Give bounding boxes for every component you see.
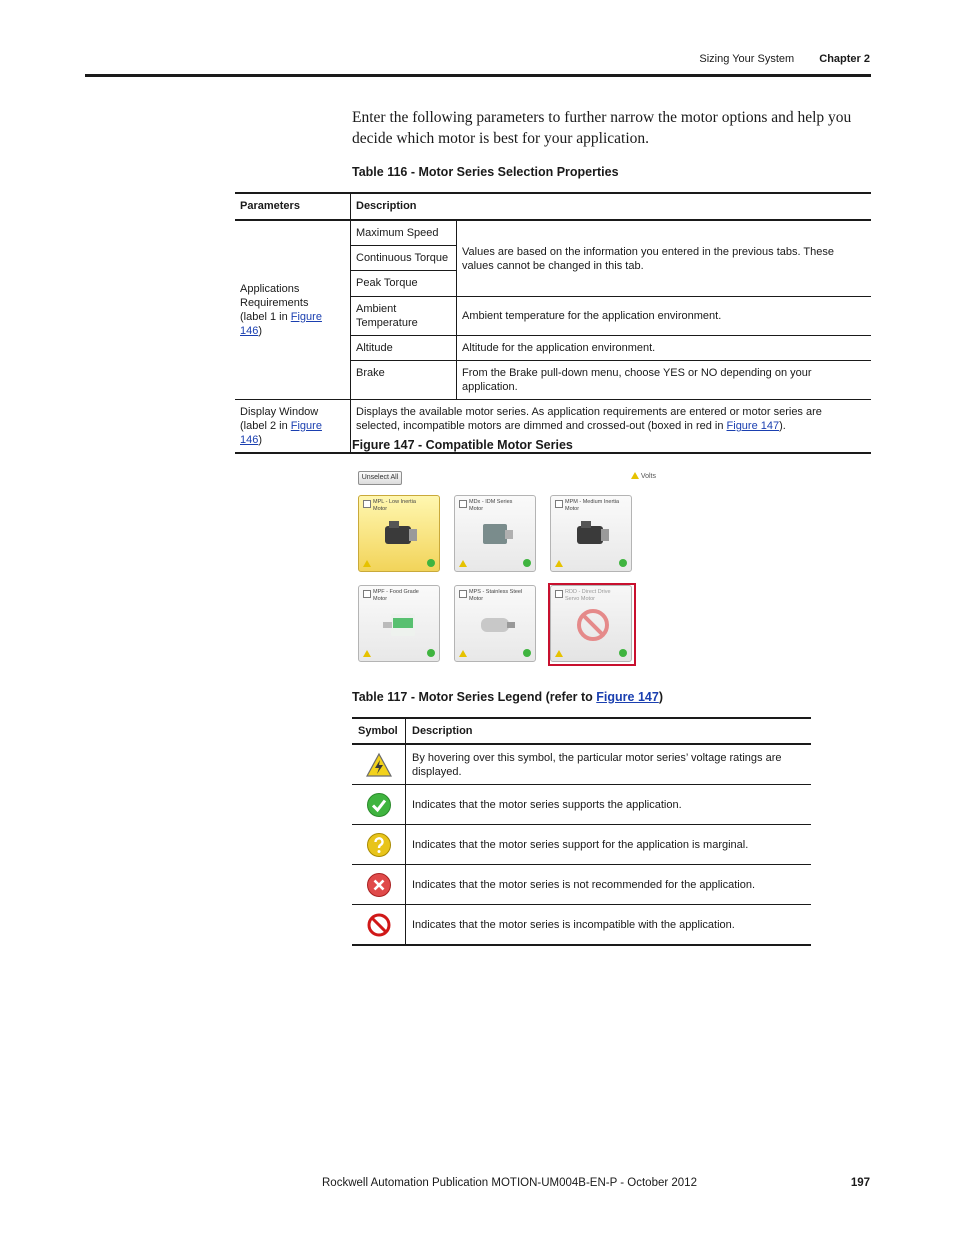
motor-image <box>477 608 517 642</box>
green-check-icon <box>523 559 531 567</box>
motor-series-selection-table <box>235 192 871 454</box>
voltage-warning-icon[interactable] <box>459 650 467 657</box>
green-check-icon <box>619 559 627 567</box>
display-window-desc: Displays the available motor series. As application requirements are entered or motor series are selected, incompatible motors are dimmed and crossed-out (boxed in red in Figure 147). <box>351 400 872 454</box>
voltage-warning-icon[interactable] <box>363 560 371 567</box>
motor-image <box>477 518 517 552</box>
legend-symbol-cell <box>352 785 406 825</box>
param-peak-torque: Peak Torque <box>351 271 457 297</box>
param-continuous-torque: Continuous Torque <box>351 246 457 271</box>
unselect-all-button[interactable]: Unselect All <box>358 471 402 485</box>
motor-image <box>381 518 421 552</box>
applications-requirements-cell: Applications Requirements (label 1 in Figure 146) <box>240 283 322 337</box>
green-check-icon <box>523 649 531 657</box>
header-chapter: Chapter 2 <box>819 53 870 65</box>
red-x-icon <box>366 872 392 898</box>
page-number: 197 <box>850 1177 870 1189</box>
tile-checkbox[interactable] <box>363 500 371 508</box>
legend-symbol-cell <box>352 744 406 785</box>
brake-desc: From the Brake pull-down menu, choose YES or NO depending on your application. <box>457 361 872 400</box>
motor-tile-mpf[interactable]: MPF - Food Grade Motor <box>358 585 440 662</box>
warning-icon <box>631 472 639 479</box>
param-altitude: Altitude <box>351 336 457 361</box>
compatible-motor-series-figure <box>352 466 658 668</box>
voltage-warning-icon <box>366 752 392 778</box>
ambient-desc: Ambient temperature for the application environment. <box>457 297 872 336</box>
voltage-warning-icon[interactable] <box>555 560 563 567</box>
legend-symbol-cell <box>352 865 406 905</box>
tile-checkbox[interactable] <box>459 500 467 508</box>
motor-tile-mpl[interactable]: MPL - Low Inertia Motor <box>358 495 440 572</box>
param-max-speed: Maximum Speed <box>351 220 457 246</box>
prohibited-icon <box>366 912 392 938</box>
legend-desc: Indicates that the motor series support for the application is marginal. <box>406 825 812 865</box>
display-window-cell: Display Window (label 2 in Figure 146) <box>235 400 351 454</box>
col-description: Description <box>351 193 872 220</box>
figure147-link-2[interactable]: Figure 147 <box>596 690 659 704</box>
col-symbol: Symbol <box>352 718 406 744</box>
col-description: Description <box>406 718 812 744</box>
altitude-desc: Altitude for the application environment. <box>457 336 872 361</box>
figure146-link[interactable]: Figure 146 <box>240 311 322 337</box>
running-header <box>699 53 870 65</box>
header-section: Sizing Your System <box>699 53 795 65</box>
legend-symbol-cell <box>352 825 406 865</box>
figure147-caption: Figure 147 - Compatible Motor Series <box>352 438 573 452</box>
motor-image <box>573 518 613 552</box>
legend-desc: By hovering over this symbol, the particular motor series’ voltage ratings are displayed. <box>406 744 812 785</box>
legend-desc: Indicates that the motor series is incompatible with the application. <box>406 905 812 946</box>
intro-paragraph: Enter the following parameters to further narrow the motor options and help you decide which motor is best for your application. <box>352 109 852 147</box>
tile-checkbox[interactable] <box>363 590 371 598</box>
table117-caption: Table 117 - Motor Series Legend (refer to Figure 147) <box>352 690 663 704</box>
legend-desc: Indicates that the motor series is not recommended for the application. <box>406 865 812 905</box>
motor-image <box>381 608 421 642</box>
motor-tile-mpm[interactable]: MPM - Medium Inertia Motor <box>550 495 632 572</box>
table116-caption: Table 116 - Motor Series Selection Properties <box>352 165 619 179</box>
voltage-warning-icon[interactable] <box>459 560 467 567</box>
motor-tile-mps[interactable]: MPS - Stainless Steel Motor <box>454 585 536 662</box>
motor-tile-mdx[interactable]: MDx - IDM Series Motor <box>454 495 536 572</box>
green-check-icon <box>427 559 435 567</box>
header-rule <box>85 74 871 77</box>
green-check-icon <box>427 649 435 657</box>
incompatible-highlight-box <box>548 583 636 666</box>
col-parameters: Parameters <box>235 193 351 220</box>
volts-indicator[interactable]: Volts <box>631 472 656 480</box>
green-check-icon <box>366 792 392 818</box>
figure146-link-2[interactable]: Figure 146 <box>240 420 322 446</box>
param-brake: Brake <box>351 361 457 400</box>
yellow-question-icon <box>366 832 392 858</box>
param-ambient-temperature: Ambient Temperature <box>351 297 457 336</box>
legend-desc: Indicates that the motor series supports the application. <box>406 785 812 825</box>
publication-id: Rockwell Automation Publication MOTION-UM004B-EN-P - October 2012 <box>322 1177 697 1189</box>
legend-symbol-cell <box>352 905 406 946</box>
motor-series-legend-table <box>352 717 811 946</box>
tile-checkbox[interactable] <box>555 500 563 508</box>
motor-tile-rdd[interactable]: RDD - Direct Drive Servo Motor <box>550 585 632 662</box>
speed-torque-desc: Values are based on the information you entered in the previous tabs. These values cannot be changed in this tab. <box>457 220 872 297</box>
tile-checkbox[interactable] <box>459 590 467 598</box>
figure147-link[interactable]: Figure 147 <box>726 420 780 432</box>
voltage-warning-icon[interactable] <box>363 650 371 657</box>
